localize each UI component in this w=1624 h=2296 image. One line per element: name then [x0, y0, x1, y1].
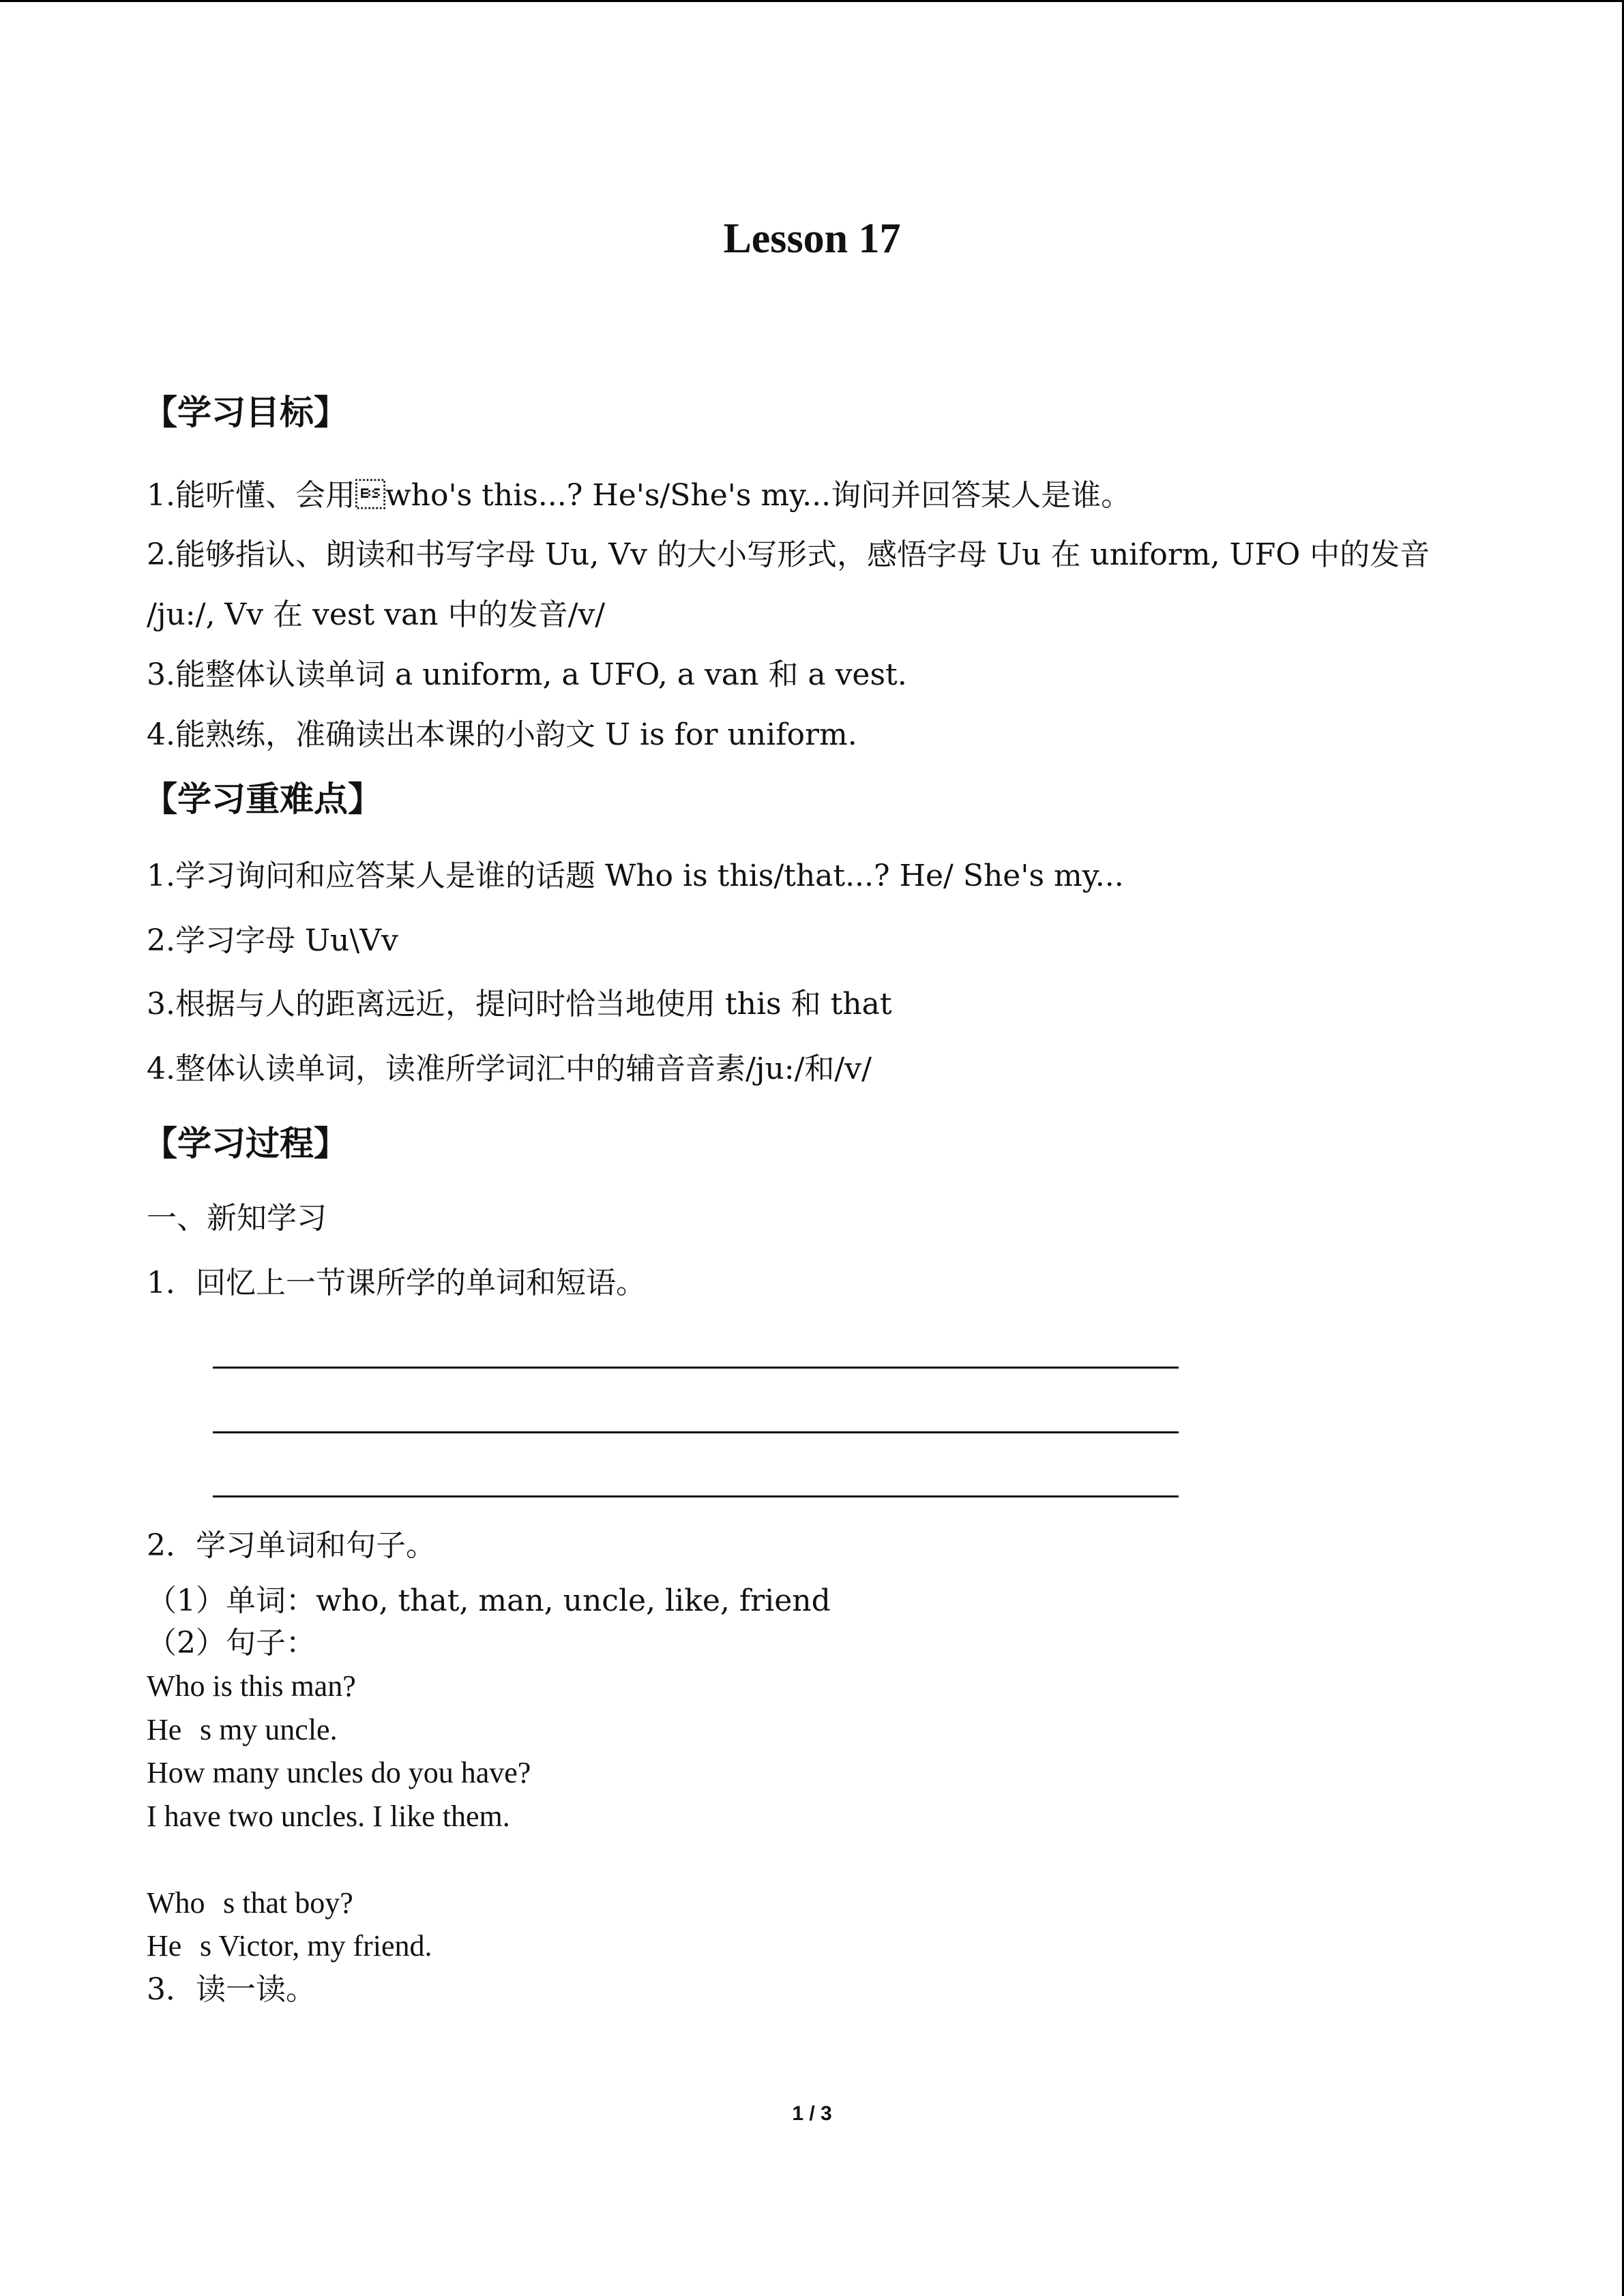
key-point-item-1: 1.学习询问和应答某人是谁的话题 Who is this/that...? He/ She's my...: [147, 859, 1124, 893]
dialogue-line: How many uncles do you have?: [147, 1756, 531, 1789]
dialogue-line: Hes Victor, my friend.: [147, 1929, 432, 1963]
words-line: （1）单词：who, that, man, uncle, like, friend: [147, 1583, 831, 1618]
key-points-heading: 【学习重难点】: [143, 779, 382, 819]
objective-item-2-continued: /ju:/, Vv 在 vest van 中的发音/v/: [147, 597, 606, 632]
dialogue-line: Who is this man?: [147, 1669, 356, 1703]
top-border: [0, 0, 1624, 2]
page-title: Lesson 17: [723, 215, 901, 262]
objective-item-2: 2.能够指认、朗读和书写字母 Uu, Vv 的大小写形式，感悟字母 Uu 在 uniform, UFO 中的发音: [147, 537, 1430, 572]
dialogue-line: Whos that boy?: [147, 1886, 353, 1920]
answer-blank-line[interactable]: [213, 1495, 1179, 1497]
objective-item-1: 1.能听懂、会用who's this...? He's/She's my...询问并回答某人是谁。: [147, 478, 1132, 513]
answer-blank-line[interactable]: [213, 1367, 1179, 1369]
dialogue-line: I have two uncles. I like them.: [147, 1800, 510, 1833]
objective-item-4: 4.能熟练，准确读出本课的小韵文 U is for uniform.: [147, 717, 857, 752]
dialogue-line: Hes my uncle.: [147, 1713, 338, 1746]
objectives-heading: 【学习目标】: [143, 393, 348, 432]
key-point-item-4: 4.整体认读单词，读准所学词汇中的辅音音素/ju:/和/v/: [147, 1052, 872, 1086]
sentences-label: （2）句子：: [147, 1626, 316, 1660]
page-number: 1 / 3: [792, 2102, 832, 2125]
step-one: 1．回忆上一节课所学的单词和短语。: [147, 1266, 646, 1300]
process-heading: 【学习过程】: [143, 1124, 348, 1163]
section-one-title: 一、新知学习: [147, 1201, 327, 1236]
step-two: 2．学习单词和句子。: [147, 1528, 436, 1563]
objective-item-3: 3.能整体认读单词 a uniform, a UFO, a van 和 a vest.: [147, 657, 907, 692]
step-three: 3．读一读。: [147, 1972, 316, 2007]
answer-blank-line[interactable]: [213, 1431, 1179, 1433]
key-point-item-2: 2.学习字母 Uu\Vv: [147, 923, 398, 958]
key-point-item-3: 3.根据与人的距离远近，提问时恰当地使用 this 和 that: [147, 987, 892, 1022]
